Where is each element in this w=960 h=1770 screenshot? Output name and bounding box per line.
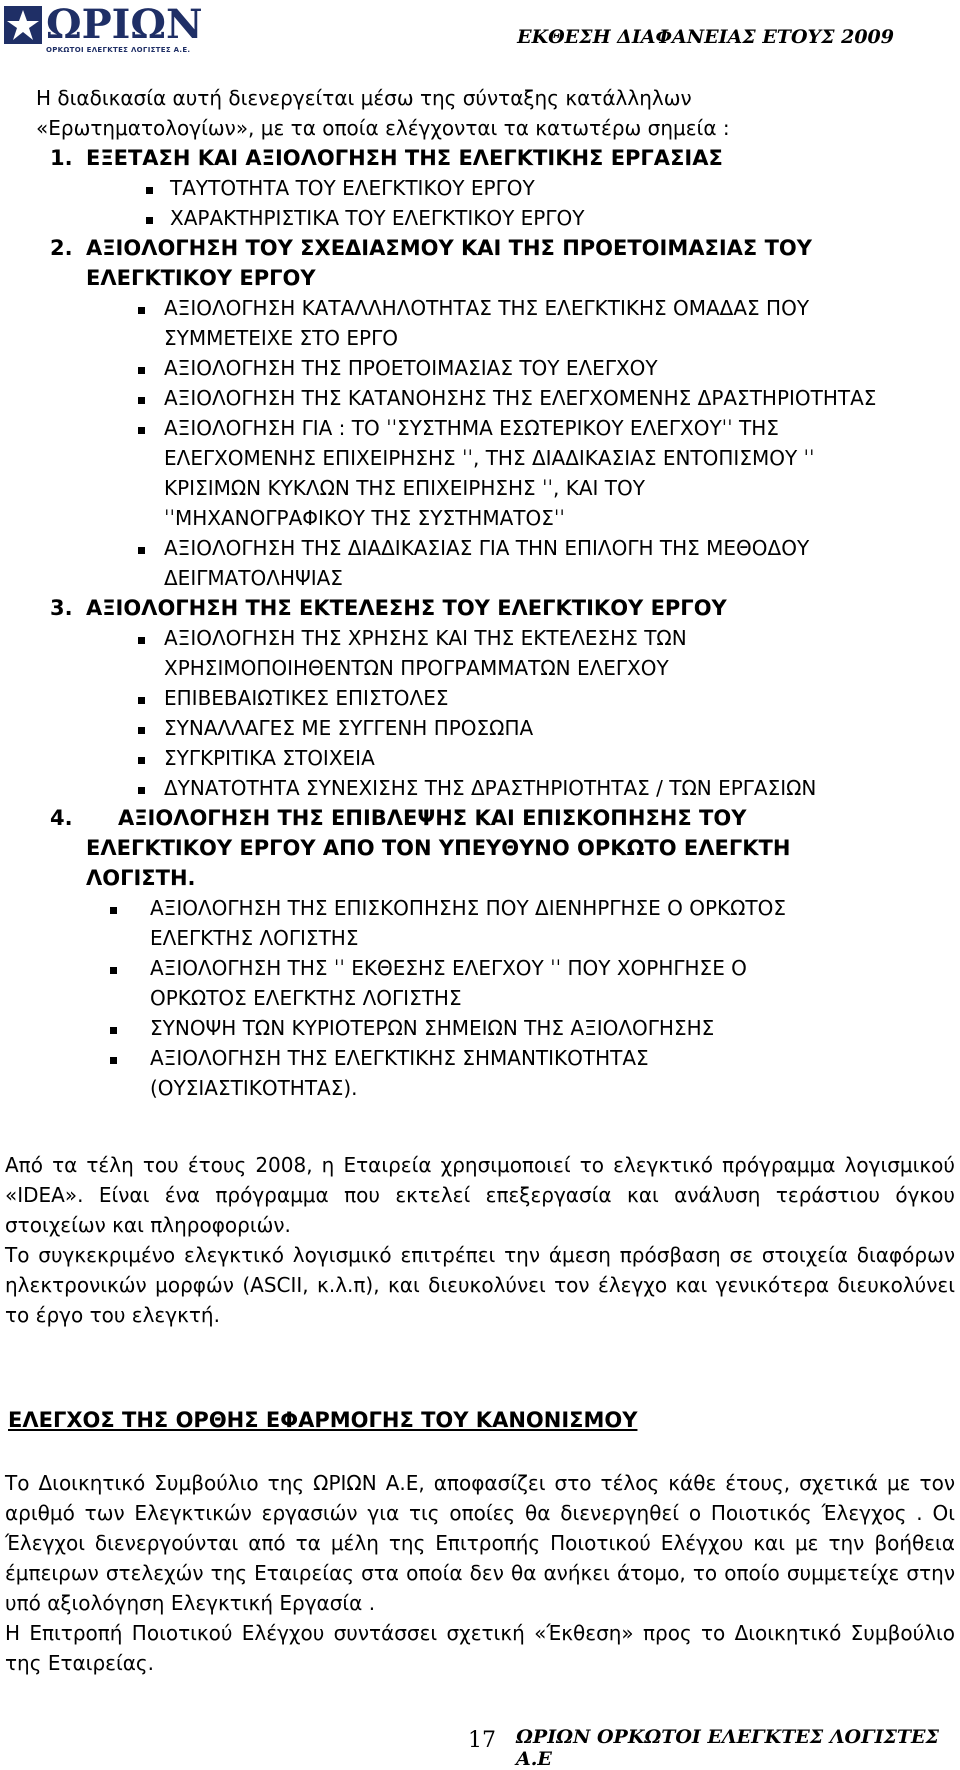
- idea-paragraph-2: Το συγκεκριμένο ελεγκτικό λογισμικό επιτρέπει την άμεση πρόσβαση σε στοιχεία διαφόρων ηλεκτρονικών μορφών (ASCII, κ.λ.π), και διευκολύνει τον έλεγχο και γενικότερα διευκολύνει το έργο του ελεγκτή.: [5, 1243, 955, 1327]
- company-logo: [4, 1, 203, 54]
- bullet-icon: [110, 967, 117, 974]
- section-4-title-line: ΑΞΙΟΛΟΓΗΣΗ ΤΗΣ ΕΠΙΒΛΕΨΗΣ ΚΑΙ ΕΠΙΣΚΟΠΗΣΗΣ ΤΟΥ: [118, 806, 747, 830]
- star-logo-icon: [4, 6, 42, 44]
- bullet-icon: [138, 547, 145, 554]
- section-2-title-line: ΑΞΙΟΛΟΓΗΣΗ ΤΟΥ ΣΧΕΔΙΑΣΜΟΥ ΚΑΙ ΤΗΣ ΠΡΟΕΤΟΙΜΑΣΙΑΣ ΤΟΥ: [86, 236, 812, 260]
- section-4-item-line: ΑΞΙΟΛΟΓΗΣΗ ΤΗΣ ΕΛΕΓΚΤΙΚΗΣ ΣΗΜΑΝΤΙΚΟΤΗΤΑΣ: [150, 1046, 649, 1070]
- section-3-item-line: ΣΥΝΑΛΛΑΓΕΣ ΜΕ ΣΥΓΓΕΝΗ ΠΡΟΣΩΠΑ: [164, 716, 534, 740]
- page-header: [0, 0, 960, 60]
- bullet-icon: [138, 427, 145, 434]
- section-2-item-line: ΑΞΙΟΛΟΓΗΣΗ ΚΑΤΑΛΛΗΛΟΤΗΤΑΣ ΤΗΣ ΕΛΕΓΚΤΙΚΗΣ ΟΜΑΔΑΣ ΠΟΥ: [164, 296, 810, 320]
- section-4-item-line: (ΟΥΣΙΑΣΤΙΚΟΤΗΤΑΣ).: [150, 1076, 358, 1100]
- bullet-icon: [138, 307, 145, 314]
- bullet-icon: [138, 397, 145, 404]
- section-3-item-line: ΕΠΙΒΕΒΑΙΩΤΙΚΕΣ ΕΠΙΣΤΟΛΕΣ: [164, 686, 449, 710]
- section-1-number: 1.: [50, 146, 73, 170]
- section-1-item-line: ΧΑΡΑΚΤΗΡΙΣΤΙΚΑ ΤΟΥ ΕΛΕΓΚΤΙΚΟΥ ΕΡΓΟΥ: [170, 206, 585, 230]
- board-paragraph-1: Το Διοικητικό Συμβούλιο της ΩΡΙΩΝ Α.Ε, αποφασίζει στο τέλος κάθε έτους, σχετικά με τον αριθμό των Ελεγκτικών εργασιών για τις οποίες θα διενεργηθεί ο Ποιοτικός Έλεγχος . Οι Έλεγχοι διενεργούνται από τα μέλη της Επιτροπής Ποιοτικού Ελέγχου και με την βοήθεια έμπειρων στελεχών της Εταιρείας στα οποία δεν θα ανήκει άτομο, το οποίο συμμετείχε στην υπό αξιολόγηση Ελεγκτική Εργασία .: [5, 1471, 955, 1615]
- section-3-item-line: ΑΞΙΟΛΟΓΗΣΗ ΤΗΣ ΧΡΗΣΗΣ ΚΑΙ ΤΗΣ ΕΚΤΕΛΕΣΗΣ ΤΩΝ: [164, 626, 687, 650]
- bullet-icon: [138, 787, 145, 794]
- bullet-icon: [110, 907, 117, 914]
- bullet-icon: [138, 637, 145, 644]
- bullet-icon: [138, 697, 145, 704]
- logo-wordmark: ΩΡΙΩΝ: [46, 1, 203, 48]
- board-paragraph-2: Η Επιτροπή Ποιοτικού Ελέγχου συντάσσει σχετική «Έκθεση» προς το Διοικητικό Συμβούλιο της Εταιρείας.: [5, 1621, 955, 1675]
- bullet-icon: [110, 1027, 117, 1034]
- section-4-title-line: ΛΟΓΙΣΤΗ.: [86, 866, 196, 890]
- section-2-item-line: ΔΕΙΓΜΑΤΟΛΗΨΙΑΣ: [164, 566, 343, 590]
- section-2-item-line: ΑΞΙΟΛΟΓΗΣΗ ΓΙΑ : ΤΟ ˈˈΣΥΣΤΗΜΑ ΕΣΩΤΕΡΙΚΟΥ ΕΛΕΓΧΟΥˈˈ ΤΗΣ: [164, 416, 779, 440]
- section-3-title-line: ΑΞΙΟΛΟΓΗΣΗ ΤΗΣ ΕΚΤΕΛΕΣΗΣ ΤΟΥ ΕΛΕΓΚΤΙΚΟΥ ΕΡΓΟΥ: [86, 596, 727, 620]
- section-3-number: 3.: [50, 596, 73, 620]
- page-footer: [0, 1718, 960, 1770]
- section-4-item-line: ΟΡΚΩΤΟΣ ΕΛΕΓΚΤΗΣ ΛΟΓΙΣΤΗΣ: [150, 986, 462, 1010]
- section-2-title-line: ΕΛΕΓΚΤΙΚΟΥ ΕΡΓΟΥ: [86, 266, 316, 290]
- section-4-title-line: ΕΛΕΓΚΤΙΚΟΥ ΕΡΓΟΥ ΑΠΟ ΤΟΝ ΥΠΕΥΘΥΝΟ ΟΡΚΩΤΟ ΕΛΕΓΚΤΗ: [86, 836, 791, 860]
- bullet-icon: [146, 217, 153, 224]
- section-2-item-line: ΑΞΙΟΛΟΓΗΣΗ ΤΗΣ ΠΡΟΕΤΟΙΜΑΣΙΑΣ ΤΟΥ ΕΛΕΓΧΟΥ: [164, 356, 658, 380]
- section-2-item-line: ΚΡΙΣΙΜΩΝ ΚΥΚΛΩΝ ΤΗΣ ΕΠΙΧΕΙΡΗΣΗΣ ˈˈ, ΚΑΙ ΤΟΥ: [164, 476, 645, 500]
- section-4-item-line: ΣΥΝΟΨΗ ΤΩΝ ΚΥΡΙΟΤΕΡΩΝ ΣΗΜΕΙΩΝ ΤΗΣ ΑΞΙΟΛΟΓΗΣΗΣ: [150, 1016, 715, 1040]
- bullet-icon: [138, 727, 145, 734]
- section-2-item-line: ˈˈΜΗΧΑΝΟΓΡΑΦΙΚΟΥ ΤΗΣ ΣΥΣΤΗΜΑΤΟΣˈˈ: [164, 506, 565, 530]
- section-1-title-line: ΕΞΕΤΑΣΗ ΚΑΙ ΑΞΙΟΛΟΓΗΣΗ ΤΗΣ ΕΛΕΓΚΤΙΚΗΣ ΕΡΓΑΣΙΑΣ: [86, 146, 723, 170]
- report-title: ΕΚΘΕΣΗ ΔΙΑΦΑΝΕΙΑΣ ΕΤΟΥΣ 2009: [517, 26, 894, 48]
- intro-line-2: «Ερωτηματολογίων», με τα οποία ελέγχονται τα κατωτέρω σημεία :: [36, 116, 730, 140]
- section-2-number: 2.: [50, 236, 73, 260]
- section-2-item-line: ΑΞΙΟΛΟΓΗΣΗ ΤΗΣ ΔΙΑΔΙΚΑΣΙΑΣ ΓΙΑ ΤΗΝ ΕΠΙΛΟΓΗ ΤΗΣ ΜΕΘΟΔΟΥ: [164, 536, 810, 560]
- bullet-icon: [138, 367, 145, 374]
- section-1-item-line: ΤΑΥΤΟΤΗΤΑ ΤΟΥ ΕΛΕΓΚΤΙΚΟΥ ΕΡΓΟΥ: [170, 176, 535, 200]
- bullet-icon: [138, 757, 145, 764]
- board-paragraph: [5, 1468, 955, 1678]
- section-2-item-line: ΕΛΕΓΧΟΜΕΝΗΣ ΕΠΙΧΕΙΡΗΣΗΣ ˈˈ, ΤΗΣ ΔΙΑΔΙΚΑΣΙΑΣ ΕΝΤΟΠΙΣΜΟΥ ˈˈ: [164, 446, 815, 470]
- section-heading: ΕΛΕΓΧΟΣ ΤΗΣ ΟΡΘΗΣ ΕΦΑΡΜΟΓΗΣ ΤΟΥ ΚΑΝΟΝΙΣΜΟΥ: [8, 1408, 638, 1432]
- section-3-item-line: ΧΡΗΣΙΜΟΠΟΙΗΘΕΝΤΩΝ ΠΡΟΓΡΑΜΜΑΤΩΝ ΕΛΕΓΧΟΥ: [164, 656, 669, 680]
- idea-paragraph-1: Από τα τέλη του έτους 2008, η Εταιρεία χρησιμοποιεί το ελεγκτικό πρόγραμμα λογισμικού «IDEA». Είναι ένα πρόγραμμα που εκτελεί επεξεργασία και ανάλυση τεράστιου όγκου στοιχείων και πληροφοριών.: [5, 1153, 955, 1237]
- footer-company: ΩΡΙΩΝ ΟΡΚΩΤΟΙ ΕΛΕΓΚΤΕΣ ΛΟΓΙΣΤΕΣ Α.Ε: [516, 1726, 939, 1770]
- section-4-number: 4.: [50, 806, 73, 830]
- section-4-item-line: ΕΛΕΓΚΤΗΣ ΛΟΓΙΣΤΗΣ: [150, 926, 359, 950]
- bullet-icon: [146, 187, 153, 194]
- section-3-item-line: ΣΥΓΚΡΙΤΙΚΑ ΣΤΟΙΧΕΙΑ: [164, 746, 375, 770]
- section-3-item-line: ΔΥΝΑΤΟΤΗΤΑ ΣΥΝΕΧΙΣΗΣ ΤΗΣ ΔΡΑΣΤΗΡΙΟΤΗΤΑΣ / ΤΩΝ ΕΡΓΑΣΙΩΝ: [164, 776, 817, 800]
- section-2-item-line: ΑΞΙΟΛΟΓΗΣΗ ΤΗΣ ΚΑΤΑΝΟΗΣΗΣ ΤΗΣ ΕΛΕΓΧΟΜΕΝΗΣ ΔΡΑΣΤΗΡΙΟΤΗΤΑΣ: [164, 386, 877, 410]
- section-4-item-line: ΑΞΙΟΛΟΓΗΣΗ ΤΗΣ ΕΠΙΣΚΟΠΗΣΗΣ ΠΟΥ ΔΙΕΝΗΡΓΗΣΕ Ο ΟΡΚΩΤΟΣ: [150, 896, 787, 920]
- idea-software-paragraph: [5, 1150, 955, 1330]
- page-number: 17: [468, 1728, 496, 1753]
- section-4-item-line: ΑΞΙΟΛΟΓΗΣΗ ΤΗΣ ˈˈ ΕΚΘΕΣΗΣ ΕΛΕΓΧΟΥ ˈˈ ΠΟΥ ΧΟΡΗΓΗΣΕ Ο: [150, 956, 747, 980]
- section-2-item-line: ΣΥΜΜΕΤΕΙΧΕ ΣΤΟ ΕΡΓΟ: [164, 326, 398, 350]
- intro-line-1: Η διαδικασία αυτή διενεργείται μέσω της σύνταξης κατάλληλων: [36, 86, 692, 110]
- bullet-icon: [110, 1057, 117, 1064]
- logo-subtitle: ΟΡΚΩΤΟΙ ΕΛΕΓΚΤΕΣ ΛΟΓΙΣΤΕΣ Α.Ε.: [46, 46, 191, 54]
